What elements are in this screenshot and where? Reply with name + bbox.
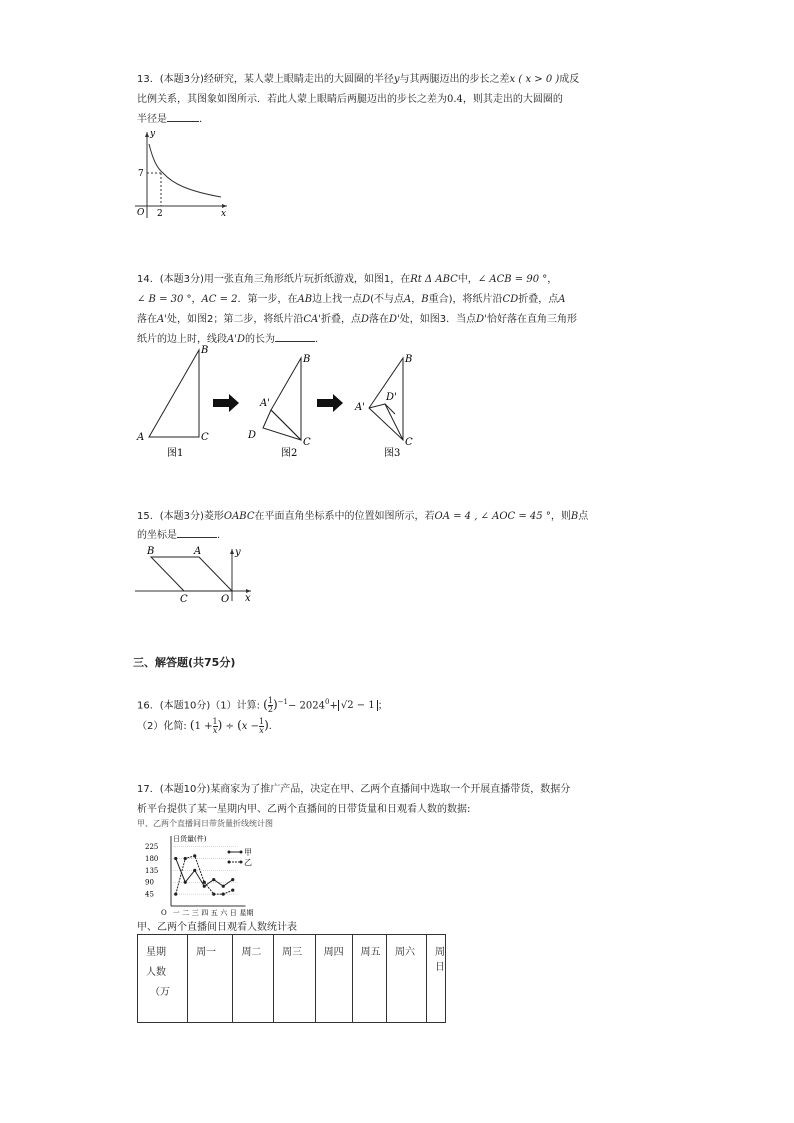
table-row	[138, 935, 446, 1023]
q13-var-x: x ( x > 0 )	[509, 74, 560, 85]
q13-text: 比例关系，其图象如图所示．若此人蒙上眼睛后两腿迈出的步长之差为	[137, 94, 447, 105]
q14-math: ∠ B = 30 °	[137, 294, 192, 305]
table-header-cell: 周日	[427, 935, 446, 1023]
arrow-right-icon	[213, 394, 239, 412]
table-header-cell	[138, 935, 188, 1023]
rhombus-oabc	[151, 557, 232, 591]
table-header-cell: 周六	[387, 935, 427, 1023]
q16-term: +	[329, 700, 338, 712]
q14-text: 纸片的边上时，线段	[137, 334, 227, 345]
q14-math: AB	[297, 294, 313, 305]
label-b: B	[147, 546, 155, 557]
paren-close: )	[217, 718, 223, 732]
x-tick-label: 六	[220, 909, 228, 917]
q14-math: A'D	[227, 334, 245, 345]
fig1-label-c: C	[201, 432, 209, 443]
origin-label: O	[137, 208, 145, 218]
exponent: −1	[277, 698, 288, 706]
data-point	[184, 857, 187, 860]
q14-text: 14．(本题3分)用一张直角三角形纸片玩折纸游戏，如图1，在	[137, 274, 411, 285]
legend-marker	[240, 861, 243, 864]
q15-math: OA = 4 , ∠ AOC = 45 °	[434, 511, 551, 522]
q14-text: 落在	[369, 314, 390, 325]
paren-open: (	[189, 718, 195, 732]
q14-math: A	[558, 294, 566, 305]
header-label: 星期	[146, 947, 166, 958]
q14-text: ．第一步，在	[237, 294, 298, 305]
q14-text: 处，如图2；第二步，将纸片沿	[166, 314, 304, 325]
q14-math: AC = 2	[201, 294, 238, 305]
paren-open: (	[263, 697, 268, 712]
data-point	[184, 881, 187, 884]
q14-text: 的长为	[245, 334, 275, 345]
q14-math: D	[362, 294, 371, 305]
q13-line3	[137, 110, 209, 130]
q14-text: ，	[547, 274, 558, 285]
q13-text: 13．(本题3分)经研究，某人蒙上眼睛走出的大圆圈的半径	[137, 74, 394, 85]
q16-text: （2）化简:	[137, 721, 187, 732]
q13-text: ，则其走出的大圆圈的	[462, 94, 563, 105]
fig2-label-c: C	[303, 437, 311, 448]
tick-y-label: 7	[138, 169, 144, 179]
q14-math: A'	[157, 314, 167, 325]
x-axis-arrow	[222, 204, 227, 208]
q14-math: CA'	[303, 314, 321, 325]
q15-math: OABC	[223, 511, 255, 522]
fig3-label-c: C	[405, 437, 413, 448]
q13-graph	[133, 128, 233, 220]
fig3-label-b: B	[405, 354, 413, 365]
legend-marker	[240, 851, 243, 854]
q15-text: 在平面直角坐标系中的位置如图所示，若	[254, 511, 435, 522]
q14-math: Rt Δ ABC	[410, 274, 458, 285]
y-tick-label: 225	[145, 843, 159, 852]
label-a: A	[194, 546, 202, 557]
fig3-fold-line	[385, 404, 395, 414]
q14-text: 恰好落在直角三角形	[486, 314, 577, 325]
q17-line1: 17．(本题10分)某商家为了推广产品，决定在甲、乙两个直播间中选取一个开展直播带货，数据分	[137, 784, 571, 795]
q14-text: 重合)，将纸片沿	[428, 294, 503, 305]
y-axis-title: 日货量(件)	[173, 835, 207, 843]
q16-text: ．	[268, 721, 279, 732]
exponent: 0	[324, 698, 330, 706]
q13-value: 0.4	[447, 94, 463, 105]
y-axis-arrow	[230, 549, 234, 554]
x-tick-label: 二	[182, 909, 190, 917]
x-tick-label: 四	[201, 909, 209, 917]
q16-term: − 2024	[287, 700, 325, 712]
q14-text: 折叠，点	[320, 314, 361, 325]
q14-line2	[137, 290, 565, 310]
row-label: （万	[150, 987, 170, 998]
q14-figures	[133, 340, 433, 465]
x-tick-label: 三	[191, 909, 199, 917]
row-label: 人数	[146, 967, 166, 978]
frac-den: x	[212, 725, 218, 735]
q14-text: ，	[411, 294, 422, 305]
fig2-triangle	[271, 358, 301, 440]
y-tick-label: 90	[145, 878, 154, 887]
q14-line1	[137, 270, 557, 290]
series-line-2	[176, 856, 233, 894]
answer-blank[interactable]	[167, 110, 199, 122]
q15-text: 15．(本题3分)菱形	[137, 511, 224, 522]
table-header-cell: 周四	[315, 935, 352, 1023]
q14-math: ∠ ACB = 90 °	[477, 274, 548, 285]
q15-text: 的坐标是	[137, 530, 177, 541]
frac-num: 1	[258, 716, 265, 726]
q15-text: 点	[578, 511, 589, 522]
answer-blank[interactable]	[177, 526, 217, 538]
data-point	[193, 854, 196, 857]
data-point	[231, 889, 234, 892]
x-axis-title: 星期	[239, 909, 254, 917]
x-axis-label: x	[245, 593, 251, 604]
chart-title: 甲、乙两个直播间日带货量折线统计图	[137, 819, 273, 828]
y-tick-label: 45	[145, 890, 154, 899]
fig1-label-b: B	[201, 345, 209, 356]
fig2-label-d: D	[248, 430, 257, 441]
data-point	[222, 893, 225, 896]
legend-marker	[228, 851, 231, 854]
q15-text: ，则	[550, 511, 571, 522]
q14-text: ，	[191, 294, 202, 305]
q16-term: x −	[241, 721, 259, 732]
q14-line3	[137, 310, 577, 330]
q13-text: 成反	[559, 74, 580, 85]
q13-line1	[137, 70, 579, 90]
data-point	[203, 885, 206, 888]
q14-text: 边上找一点	[312, 294, 363, 305]
x-tick-label: 日	[229, 909, 237, 917]
y-axis-arrow	[145, 132, 149, 137]
y-tick-label: 135	[145, 866, 159, 875]
q14-math: D'	[389, 314, 400, 325]
q13-text: 与其两腿迈出的步长之差	[399, 74, 510, 85]
x-tick-label: 一	[172, 909, 180, 917]
q15-math: B	[570, 511, 579, 522]
q16-term: ÷	[225, 721, 234, 732]
fig3-caption: 图3	[384, 448, 401, 459]
q14-text: 折叠，点	[518, 294, 559, 305]
frac-den: 2	[267, 704, 273, 714]
paren-close: )	[264, 718, 269, 732]
arrow-right-icon	[317, 394, 343, 412]
q13-var-y: y	[393, 74, 400, 85]
q14-math: B	[421, 294, 429, 305]
fig1-caption: 图1	[167, 448, 184, 459]
q15-text: ．	[217, 530, 227, 541]
q16-text: ；	[377, 700, 388, 712]
q13-line2	[137, 90, 563, 110]
q13-text: 半径是	[137, 114, 167, 125]
section-heading: 三、解答题(共75分)	[133, 656, 236, 669]
y-tick-label: 180	[145, 854, 159, 863]
q16-part2	[137, 713, 279, 739]
origin-label: O	[161, 909, 167, 917]
data-point	[174, 893, 177, 896]
hyperbola-curve	[149, 144, 221, 197]
data-point	[222, 885, 225, 888]
x-tick-label: 五	[210, 909, 218, 917]
q14-text: 落在	[137, 314, 157, 325]
q16-term: 1 +	[194, 721, 213, 732]
table-header-cell: 周二	[233, 935, 274, 1023]
q14-text: ．	[315, 334, 325, 345]
fig2-label-b: B	[303, 354, 311, 365]
frac-num: 1	[267, 695, 273, 705]
fig1-label-a: A	[137, 432, 145, 443]
q14-text: 中，	[457, 274, 478, 285]
paren-open: (	[237, 718, 242, 732]
q17-line2: 析平台提供了某一星期内甲、乙两个直播间的日带货量和日观看人数的数据:	[137, 804, 471, 815]
data-point	[174, 857, 177, 860]
legend-marker	[228, 861, 231, 864]
q14-math: D'	[476, 314, 487, 325]
fig2-fold	[263, 410, 301, 440]
table-header-cell: 周一	[188, 935, 233, 1023]
frac-num: 1	[212, 716, 218, 726]
table-title: 甲、乙两个直播间日观看人数统计表	[137, 922, 297, 933]
q14-math: A	[404, 294, 412, 305]
x-axis-label: x	[221, 209, 227, 219]
legend-label: 甲	[244, 848, 252, 857]
tick-x-label: 2	[157, 209, 163, 219]
table-header-cell: 周三	[274, 935, 316, 1023]
viewer-stat-table	[137, 934, 446, 1023]
q14-text: (不与点	[370, 294, 405, 305]
q14-math: D	[360, 314, 370, 325]
y-axis-label: y	[150, 129, 156, 139]
q13-text: ．	[199, 114, 209, 125]
data-point	[212, 893, 215, 896]
q14-math: CD	[502, 294, 519, 305]
q16-text: 16．(本题10分)（1）计算:	[137, 700, 260, 712]
data-point	[212, 878, 215, 881]
q17-line-chart	[137, 832, 297, 918]
legend-label: 乙	[244, 858, 252, 867]
fig2-caption: 图2	[281, 448, 298, 459]
label-o: O	[221, 594, 230, 605]
frac-den: x	[259, 725, 264, 735]
q16-abs: √2 − 1	[338, 700, 378, 711]
table-header-cell: 周五	[352, 935, 387, 1023]
fig3-label-a: A'	[355, 402, 365, 413]
data-point	[203, 881, 206, 884]
q14-text: 处，如图3．当点	[399, 314, 477, 325]
fig2-label-a: A'	[260, 398, 270, 409]
y-axis-label: y	[235, 547, 241, 558]
q15-line1	[137, 507, 588, 527]
paren-close: )	[272, 697, 278, 712]
label-c: C	[180, 594, 188, 605]
q15-graph	[133, 543, 258, 605]
fig3-label-d: D'	[386, 392, 397, 403]
fig1-triangle	[149, 350, 199, 437]
data-point	[231, 878, 234, 881]
data-point	[193, 869, 196, 872]
